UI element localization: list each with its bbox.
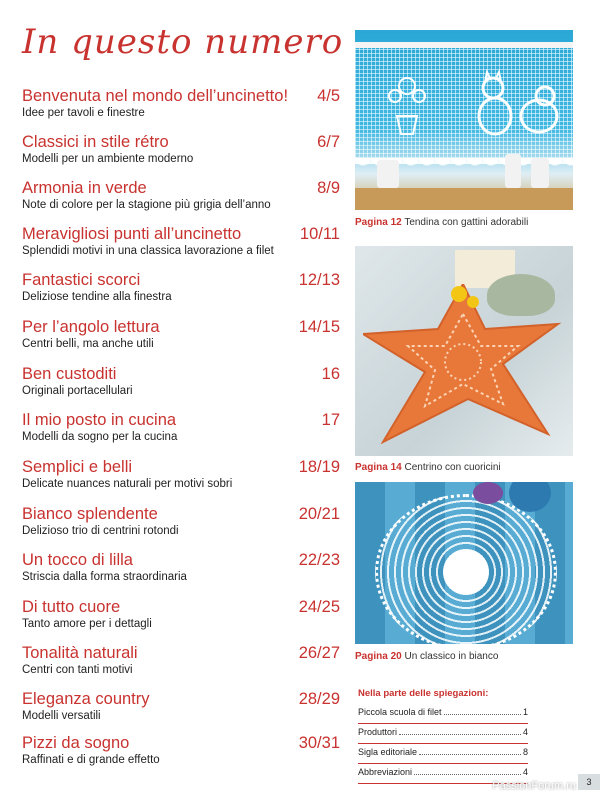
- toc-item-subtitle: Delicate nuances naturali per motivi sobri: [22, 478, 233, 490]
- window-shelf: [355, 188, 573, 210]
- toc-item-subtitle: Raffinati e di grande effetto: [22, 754, 160, 766]
- caption-page-label: Pagina 12: [355, 217, 402, 228]
- toc-item: [22, 550, 340, 584]
- caption-text: Centrino con cuoricini: [404, 462, 501, 473]
- instructions-index-title: Nella parte delle spiegazioni:: [358, 688, 489, 699]
- toc-item-subtitle: Tanto amore per i dettagli: [22, 618, 152, 630]
- toc-item-pages: 6/7: [317, 133, 340, 151]
- photo-white-doily: [355, 482, 573, 644]
- white-round-doily: [375, 494, 557, 644]
- toc-item-pages: 20/21: [298, 505, 340, 523]
- toc-item-pages: 14/15: [298, 318, 340, 336]
- caption-text: Un classico in bianco: [404, 651, 499, 662]
- jar: [505, 154, 521, 188]
- toc-item-subtitle: Delizioso trio di centrini rotondi: [22, 525, 179, 537]
- toc-item-title: Un tocco di lilla: [22, 551, 133, 569]
- instructions-row-page: 4: [522, 767, 528, 777]
- instructions-row-label: Sigla editoriale: [358, 747, 418, 757]
- photo-orange-doily: [355, 246, 573, 456]
- caption-page-label: Pagina 20: [355, 651, 402, 662]
- toc-item-subtitle: Splendidi motivi in una classica lavorazione a filet: [22, 245, 274, 257]
- instructions-index: [358, 688, 528, 784]
- leader-dots: [444, 714, 521, 715]
- toc-item: [22, 597, 340, 631]
- photo-curtain: [355, 30, 573, 210]
- toc-item: [22, 410, 340, 444]
- cat-motif-icon: [465, 60, 565, 140]
- instructions-row-label: Piccola scuola di filet: [358, 707, 442, 717]
- toc-item: [22, 178, 340, 212]
- violet-flowers: [473, 482, 503, 504]
- photo-caption: [355, 462, 501, 473]
- toc-item-pages: 12/13: [298, 271, 340, 289]
- toc-item-pages: 30/31: [298, 734, 340, 752]
- instructions-row-label: Abbreviazioni: [358, 767, 413, 777]
- toc-item-pages: 10/11: [299, 225, 340, 243]
- toc-item-title: Eleganza country: [22, 690, 150, 708]
- toc-item-pages: 17: [321, 411, 340, 429]
- toc-item-pages: 16: [321, 365, 340, 383]
- toc-item: [22, 132, 340, 166]
- toc-item-subtitle: Striscia dalla forma straordinaria: [22, 571, 187, 583]
- leader-dots: [399, 734, 521, 735]
- leader-dots: [414, 774, 521, 775]
- toc-item: [22, 643, 340, 677]
- toc-item-subtitle: Centri belli, ma anche utili: [22, 338, 154, 350]
- toc-item-title: Classici in stile rétro: [22, 133, 169, 151]
- toc-item-title: Semplici e belli: [22, 458, 133, 476]
- instructions-row-page: 4: [522, 727, 528, 737]
- toc-item-title: Bianco splendente: [22, 505, 158, 523]
- toc-item-title: Fantastici scorci: [22, 271, 141, 289]
- flower-pot-motif-icon: [377, 70, 437, 140]
- toc-item-subtitle: Idee per tavoli e finestre: [22, 107, 145, 119]
- toc-item-title: Pizzi da sogno: [22, 734, 130, 752]
- bird-figurine: [487, 274, 555, 316]
- toc-item: [22, 733, 340, 767]
- toc-item-pages: 4/5: [317, 87, 340, 105]
- toc-item-title: Ben custoditi: [22, 365, 117, 383]
- instructions-row-page: 8: [522, 747, 528, 757]
- photo-caption: [355, 651, 498, 662]
- photo-caption: [355, 217, 528, 228]
- toc-item-title: Per l’angolo lettura: [22, 318, 160, 336]
- toc-item-pages: 18/19: [298, 458, 340, 476]
- page-number: 3: [578, 774, 600, 790]
- yellow-flower: [467, 296, 479, 308]
- toc-item-subtitle: Originali portacellulari: [22, 385, 133, 397]
- toc-item-title: Armonia in verde: [22, 179, 147, 197]
- toc-item-pages: 28/29: [298, 690, 340, 708]
- instructions-row: [358, 724, 528, 744]
- toc-item: [22, 457, 340, 491]
- toc-item: [22, 270, 340, 304]
- instructions-row: [358, 744, 528, 764]
- toc-item: [22, 689, 340, 723]
- jar: [531, 158, 549, 188]
- caption-text: Tendina con gattini adorabili: [404, 217, 529, 228]
- watermark: PassionForum.ru: [492, 780, 576, 792]
- page-title: In questo numero: [22, 22, 344, 62]
- instructions-row-page: 1: [522, 707, 528, 717]
- leader-dots: [419, 754, 521, 755]
- jar: [377, 160, 399, 188]
- toc-item-subtitle: Note di colore per la stagione più grigia dell’anno: [22, 199, 271, 211]
- toc-item-subtitle: Modelli per un ambiente moderno: [22, 153, 194, 165]
- toc-item-subtitle: Modelli da sogno per la cucina: [22, 431, 178, 443]
- toc-item-pages: 26/27: [298, 644, 340, 662]
- toc-item-title: Tonalità naturali: [22, 644, 138, 662]
- toc-item-pages: 8/9: [317, 179, 340, 197]
- yellow-flower: [451, 286, 467, 302]
- instructions-row-label: Produttori: [358, 727, 398, 737]
- toc-item: [22, 317, 340, 351]
- toc-item-subtitle: Centri con tanti motivi: [22, 664, 133, 676]
- toc-item: [22, 504, 340, 538]
- instructions-row: [358, 704, 528, 724]
- toc-item-pages: 22/23: [298, 551, 340, 569]
- toc-item: [22, 86, 340, 120]
- toc-item-subtitle: Deliziose tendine alla finestra: [22, 291, 172, 303]
- toc-item-title: Di tutto cuore: [22, 598, 121, 616]
- toc-item-pages: 24/25: [298, 598, 340, 616]
- toc-item: [22, 364, 340, 398]
- toc-item-subtitle: Modelli versatili: [22, 710, 101, 722]
- caption-page-label: Pagina 14: [355, 462, 402, 473]
- toc-item: [22, 224, 340, 258]
- toc-item-title: Il mio posto in cucina: [22, 411, 177, 429]
- toc-item-title: Benvenuta nel mondo dell’uncinetto!: [22, 87, 289, 105]
- toc-item-title: Meravigliosi punti all’uncinetto: [22, 225, 242, 243]
